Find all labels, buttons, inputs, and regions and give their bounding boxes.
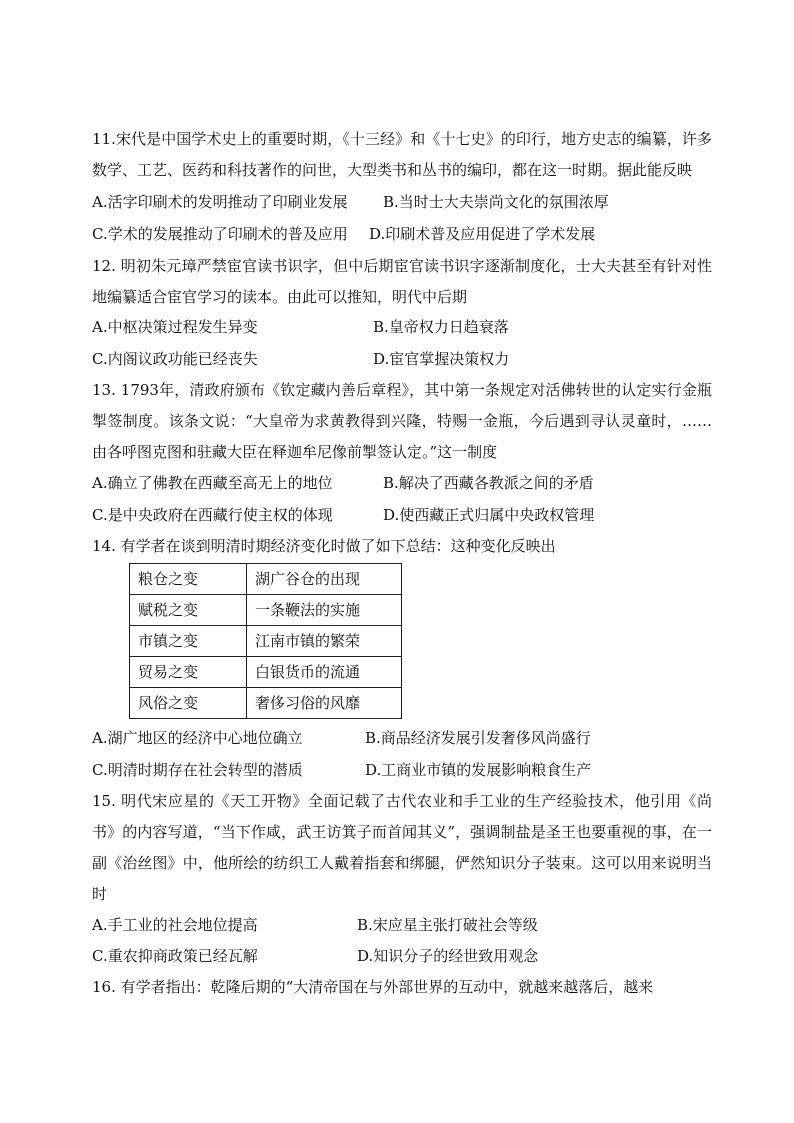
question-13-option-d: D.使西藏正式归属中央政权管理 <box>383 506 595 524</box>
table-cell-description: 奢侈习俗的风靡 <box>247 688 402 719</box>
question-14-option-d: D.工商业市镇的发展影响粮食生产 <box>365 761 592 779</box>
question-15-stem: 15. 明代宋应星的《天工开物》全面记载了古代农业和手工业的生产经验技术，他引用《尚书》的内容写道，“当下作咸，武王访箕子而首闻其义”，强调制盐是圣王也要重视的事，在一副《治丝图》中，他所绘的纺织工人戴着指套和绑腿，俨然知识分子装束。这可以用来说明当时 <box>92 792 712 903</box>
question-15-option-c: C.重农抑商政策已经瓦解 <box>92 947 258 965</box>
question-12-option-d: D.宦官掌握决策权力 <box>373 350 510 368</box>
economic-change-table <box>129 563 402 719</box>
question-15-option-a: A.手工业的社会地位提高 <box>92 916 258 934</box>
question-15-options-row-2 <box>92 941 712 972</box>
question-12-option-c: C.内阁议政功能已经丧失 <box>92 350 258 368</box>
table-cell-description: 湖广谷仓的出现 <box>247 564 402 595</box>
question-12-options-row-2 <box>92 344 712 375</box>
table-cell-category: 赋税之变 <box>130 595 247 626</box>
question-11-stem: 11.宋代是中国学术史上的重要时期，《十三经》和《十七史》的印行，地方史志的编纂，许多数学、工艺、医药和科技著作的问世，大型类书和丛书的编印，都在这一时期。据此能反映 <box>92 130 712 179</box>
question-12-stem: 12. 明初朱元璋严禁宦官读书识字，但中后期宦官读书识字逐渐制度化，士大夫甚至有针对性地编纂适合宦官学习的读本。由此可以推知，明代中后期 <box>92 257 712 306</box>
table-row <box>130 595 402 626</box>
table-cell-description: 白银货币的流通 <box>247 657 402 688</box>
table-row <box>130 564 402 595</box>
table-cell-description: 江南市镇的繁荣 <box>247 626 402 657</box>
question-15-option-d: D.知识分子的经世致用观念 <box>357 947 539 965</box>
question-14-stem: 14. 有学者在谈到明清时期经济变化时做了如下总结：这种变化反映出 <box>92 537 556 555</box>
table-cell-category: 风俗之变 <box>130 688 247 719</box>
question-12-options-row-1 <box>92 312 712 343</box>
question-16-stem: 16. 有学者指出：乾隆后期的“大清帝国在与外部世界的互动中，就越来越落后，越来 <box>92 978 654 996</box>
question-13-stem: 13. 1793年，清政府颁布《钦定藏内善后章程》，其中第一条规定对活佛转世的认定实行金瓶掣签制度。该条文说：“大皇帝为求黄教得到兴隆，特赐一金瓶，今后遇到寻认灵童时，……由各呼图克图和驻藏大臣在释迦牟尼像前掣签认定。”这一制度 <box>92 381 712 461</box>
question-13-option-a: A.确立了佛教在西藏至高无上的地位 <box>92 474 333 492</box>
question-11-options-row-1 <box>92 187 712 218</box>
question-12-option-b: B.皇帝权力日趋衰落 <box>373 318 509 336</box>
question-13-options-row-1 <box>92 468 712 499</box>
question-14-options-row-1 <box>92 723 712 754</box>
question-14-options-row-2 <box>92 755 712 786</box>
question-14-option-b: B.商品经济发展引发奢侈风尚盛行 <box>365 729 591 747</box>
table-row <box>130 657 402 688</box>
question-11-options-row-2 <box>92 219 712 250</box>
question-11-option-c: C.学术的发展推动了印刷术的普及应用 <box>92 225 348 243</box>
question-13-option-c: C.是中央政府在西藏行使主权的体现 <box>92 506 333 524</box>
table-row <box>130 688 402 719</box>
question-13-options-row-2 <box>92 500 712 531</box>
question-15-option-b: B.宋应星主张打破社会等级 <box>357 916 538 934</box>
table-cell-category: 市镇之变 <box>130 626 247 657</box>
table-cell-category: 贸易之变 <box>130 657 247 688</box>
question-11-option-b: B.当时士大夫崇尚文化的氛围浓厚 <box>383 193 609 211</box>
question-12-option-a: A.中枢决策过程发生异变 <box>92 318 258 336</box>
table-cell-description: 一条鞭法的实施 <box>247 595 402 626</box>
question-14-option-c: C.明清时期存在社会转型的潜质 <box>92 761 303 779</box>
question-14-option-a: A.湖广地区的经济中心地位确立 <box>92 729 303 747</box>
table-cell-category: 粮仓之变 <box>130 564 247 595</box>
question-11-option-a: A.活字印刷术的发明推动了印刷业发展 <box>92 193 348 211</box>
question-15-options-row-1 <box>92 910 712 941</box>
question-13-option-b: B.解决了西藏各教派之间的矛盾 <box>383 474 594 492</box>
table-row <box>130 626 402 657</box>
question-11-option-d: D.印刷术普及应用促进了学术发展 <box>369 225 596 243</box>
